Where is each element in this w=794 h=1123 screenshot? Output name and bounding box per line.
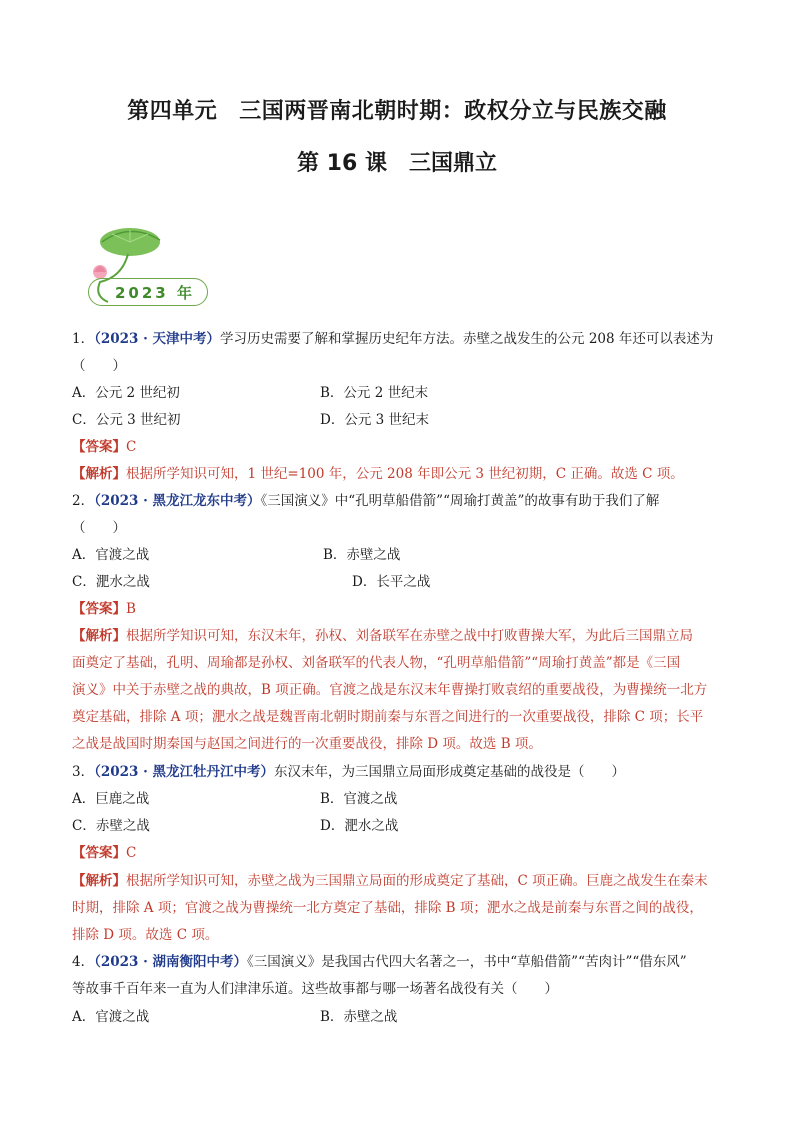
question-3-option-a[interactable]: A．巨鹿之战 [72,791,150,807]
question-2-option-d[interactable]: D．长平之战 [352,574,431,590]
question-3-answer: 【答案】C [72,845,137,861]
question-2-option-b[interactable]: B．赤壁之战 [323,547,401,563]
question-1-stem: 1．（2023 · 天津中考）学习历史需要了解和掌握历史纪年方法。赤壁之战发生的公元 208 年还可以表述为 [72,331,714,347]
question-2-option-c[interactable]: C．淝水之战 [72,574,150,590]
year-badge: 2023 年 [88,278,208,306]
question-1-analysis: 【解析】根据所学知识可知，1 世纪=100 年，公元 208 年即公元 3 世纪初期，C 正确。故选 C 项。 [72,466,684,482]
question-3-analysis-line-3: 排除 D 项。故选 C 项。 [72,927,219,943]
question-1-option-c[interactable]: C．公元 3 世纪初 [72,412,181,428]
question-3-option-d[interactable]: D．淝水之战 [320,818,399,834]
question-4-option-a[interactable]: A．官渡之战 [72,1009,150,1025]
question-1-option-d[interactable]: D．公元 3 世纪末 [320,412,429,428]
unit-subtitle: 三国两晋南北朝时期：政权分立与民族交融 [239,99,667,124]
unit-label: 第四单元 [127,99,218,124]
question-2-analysis-line-1: 【解析】根据所学知识可知，东汉末年，孙权、刘备联军在赤壁之战中打败曹操大军，为此后三国鼎立局 [72,628,693,644]
question-4-stem-line-2: 等故事千百年来一直为人们津津乐道。这些故事都与哪一场著名战役有关（ ） [72,981,558,997]
question-2-analysis-line-5: 之战是战国时期秦国与赵国之间进行的一次重要战役，排除 D 项。故选 B 项。 [72,736,542,752]
question-1-bracket: （ ） [72,358,126,374]
lesson-title [0,146,794,177]
question-4-option-b[interactable]: B．赤壁之战 [320,1009,398,1025]
unit-title [0,94,794,125]
question-2-answer: 【答案】B [72,601,136,617]
question-3-stem: 3．（2023 · 黑龙江牡丹江中考）东汉末年，为三国鼎立局面形成奠定基础的战役是（ ） [72,764,626,780]
question-2-analysis-line-2: 面奠定了基础，孔明、周瑜都是孙权、刘备联军的代表人物，“孔明草船借箭”“周瑜打黄盖”都是《三国 [72,655,681,671]
question-2-option-a[interactable]: A．官渡之战 [72,547,150,563]
question-3-analysis-line-2: 时期，排除 A 项；官渡之战为曹操统一北方奠定了基础，排除 B 项；淝水之战是前秦与东晋之间的战役， [72,900,703,916]
question-2-bracket: （ ） [72,520,126,536]
lesson-number: 第 16 课 [297,151,387,176]
lesson-name: 三国鼎立 [408,151,497,176]
question-1-option-a[interactable]: A．公元 2 世纪初 [72,385,180,401]
question-1-option-b[interactable]: B．公元 2 世纪末 [320,385,429,401]
question-3-analysis-line-1: 【解析】根据所学知识可知，赤壁之战为三国鼎立局面的形成奠定了基础，C 项正确。巨鹿之战发生在秦末 [72,873,708,889]
question-3-option-b[interactable]: B．官渡之战 [320,791,398,807]
question-4-stem-line-1: 4．（2023 · 湖南衡阳中考）《三国演义》是我国古代四大名著之一，书中“草船借箭”“苦肉计”“借东风” [72,954,687,970]
question-2-analysis-line-4: 奠定基础，排除 A 项；淝水之战是魏晋南北朝时期前秦与东晋之间进行的一次重要战役，排除 C 项；长平 [72,709,704,725]
question-2-stem: 2．（2023 · 黑龙江龙东中考）《三国演义》中“孔明草船借箭”“周瑜打黄盖”的故事有助于我们了解 [72,493,660,509]
question-1-answer: 【答案】C [72,439,137,455]
question-3-option-c[interactable]: C．赤壁之战 [72,818,150,834]
question-2-analysis-line-3: 演义》中关于赤壁之战的典故，B 项正确。官渡之战是东汉末年曹操打败袁绍的重要战役，为曹操统一北方 [72,682,708,698]
